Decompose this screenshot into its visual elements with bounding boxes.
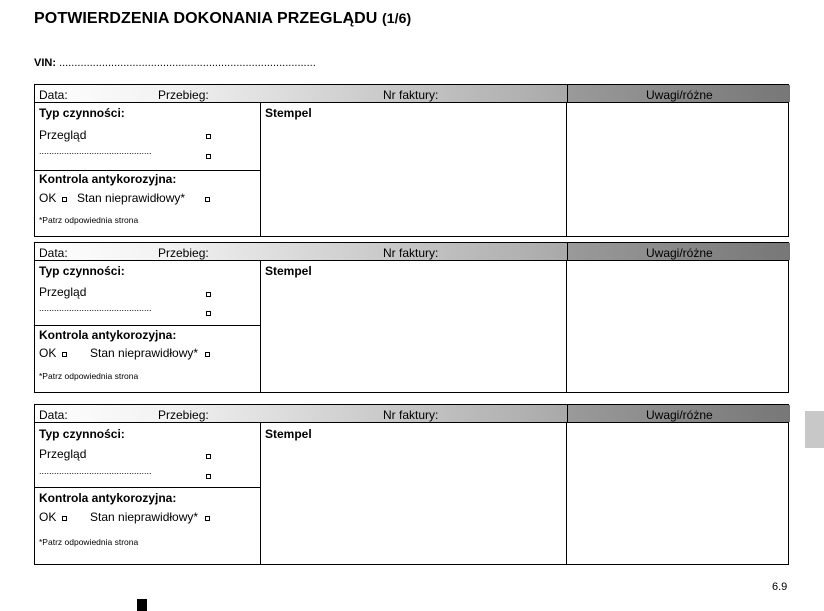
ok-checkbox[interactable] xyxy=(62,197,67,202)
ok-checkbox[interactable] xyxy=(62,352,67,357)
mileage-label: Przebieg: xyxy=(158,246,209,260)
service-type-panel xyxy=(35,103,261,236)
page-number: 6.9 xyxy=(772,581,788,593)
service-type-panel xyxy=(35,423,261,564)
record-block-2 xyxy=(34,242,789,393)
other-service-field[interactable]: ............................................. xyxy=(39,466,152,476)
inspection-label: Przegląd xyxy=(39,128,87,142)
footnote: *Patrz odpowiednia strona xyxy=(39,537,139,547)
stamp-label: Stempel xyxy=(265,427,312,441)
other-service-field[interactable]: ............................................. xyxy=(39,146,152,156)
inspection-label: Przegląd xyxy=(39,285,87,299)
abnormal-checkbox[interactable] xyxy=(205,352,210,357)
service-type-panel xyxy=(35,261,261,392)
inspection-checkbox[interactable] xyxy=(206,134,211,139)
ok-checkbox[interactable] xyxy=(62,516,67,521)
other-service-checkbox[interactable] xyxy=(206,154,211,159)
remarks-label: Uwagi/różne xyxy=(646,88,713,102)
record-block-3 xyxy=(34,404,789,565)
record-header xyxy=(35,243,788,261)
other-service-field[interactable]: ............................................. xyxy=(39,303,152,313)
abnormal-checkbox[interactable] xyxy=(205,516,210,521)
inspection-checkbox[interactable] xyxy=(206,292,211,297)
stamp-label: Stempel xyxy=(265,264,312,278)
page-title xyxy=(34,10,411,28)
vin-field[interactable]: .................................................................................... xyxy=(59,57,316,69)
abnormal-checkbox[interactable] xyxy=(205,197,210,202)
service-type-label: Typ czynności: xyxy=(39,427,125,441)
service-type-label: Typ czynności: xyxy=(39,264,125,278)
invoice-label: Nr faktury: xyxy=(383,246,439,260)
abnormal-label: Stan nieprawidłowy* xyxy=(77,191,186,205)
invoice-label: Nr faktury: xyxy=(383,408,439,422)
stamp-area xyxy=(261,423,567,564)
stamp-area xyxy=(261,103,567,236)
date-label: Data: xyxy=(39,88,68,102)
invoice-label: Nr faktury: xyxy=(383,88,439,102)
title-text: POTWIERDZENIA DOKONANIA PRZEGLĄDU xyxy=(34,10,378,27)
ok-label: OK xyxy=(39,510,57,524)
abnormal-label: Stan nieprawidłowy* xyxy=(90,510,199,524)
footnote: *Patrz odpowiednia strona xyxy=(39,215,139,225)
date-label: Data: xyxy=(39,246,68,260)
anticorrosion-label: Kontrola antykorozyjna: xyxy=(39,172,177,186)
mileage-label: Przebieg: xyxy=(158,88,209,102)
anticorrosion-label: Kontrola antykorozyjna: xyxy=(39,491,177,505)
section-tab xyxy=(805,411,824,448)
mileage-label: Przebieg: xyxy=(158,408,209,422)
vin-label: VIN: xyxy=(34,57,56,69)
ok-label: OK xyxy=(39,191,57,205)
ok-label: OK xyxy=(39,346,57,360)
stamp-label: Stempel xyxy=(265,106,312,120)
other-service-checkbox[interactable] xyxy=(206,311,211,316)
record-block-1 xyxy=(34,84,789,237)
inspection-label: Przegląd xyxy=(39,447,87,461)
inspection-checkbox[interactable] xyxy=(206,454,211,459)
record-header xyxy=(35,85,788,103)
remarks-label: Uwagi/różne xyxy=(646,408,713,422)
footnote: *Patrz odpowiednia strona xyxy=(39,371,139,381)
service-type-label: Typ czynności: xyxy=(39,106,125,120)
vin-line xyxy=(34,57,316,69)
other-service-checkbox[interactable] xyxy=(206,474,211,479)
remarks-label: Uwagi/różne xyxy=(646,246,713,260)
date-label: Data: xyxy=(39,408,68,422)
title-page-count: (1/6) xyxy=(382,10,412,26)
stamp-area xyxy=(261,261,567,392)
abnormal-label: Stan nieprawidłowy* xyxy=(90,346,199,360)
record-header xyxy=(35,405,788,423)
page-marker xyxy=(137,599,147,611)
anticorrosion-label: Kontrola antykorozyjna: xyxy=(39,328,177,342)
